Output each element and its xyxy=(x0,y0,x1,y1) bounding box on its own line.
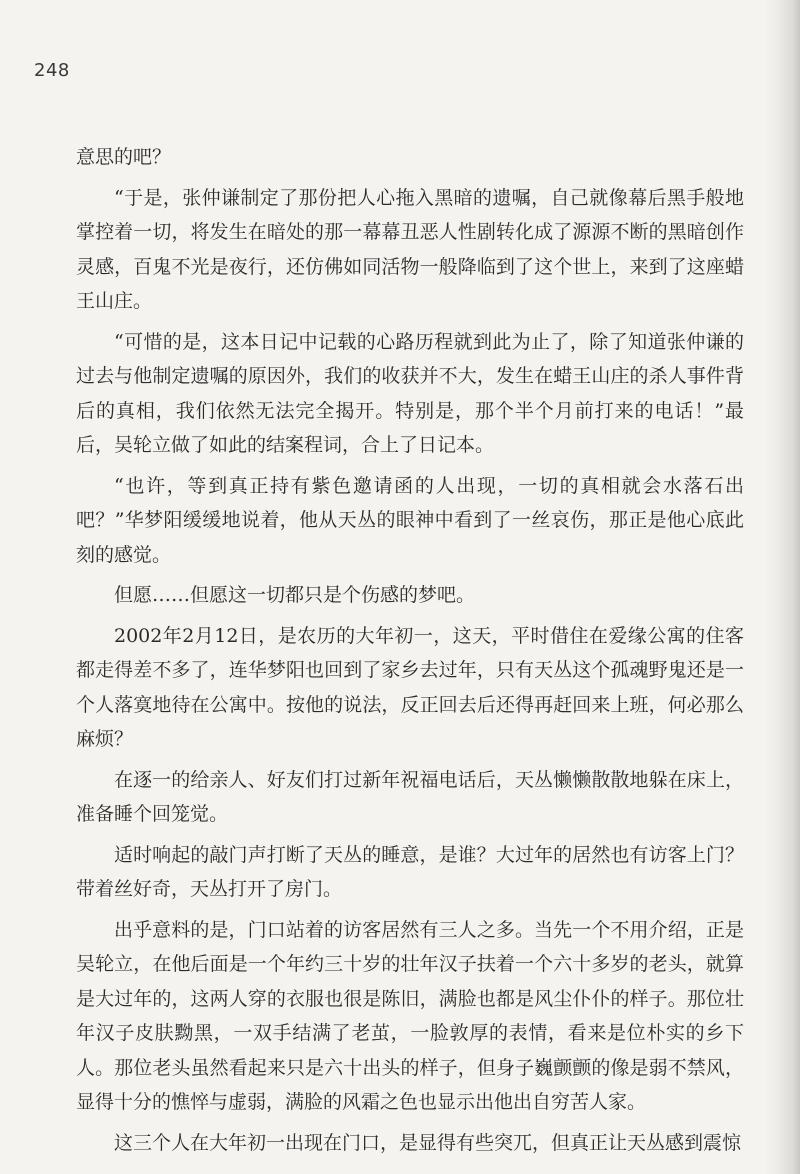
page-number: 248 xyxy=(34,60,70,81)
spine-shadow xyxy=(764,0,800,1174)
paragraph: 意思的吧？ xyxy=(76,146,172,168)
paragraph: “也许，等到真正持有紫色邀请函的人出现，一切的真相就会水落石出吧？”华梦阳缓缓地说着，他从天丛的眼神中看到了一丝哀伤，那正是他心底此刻的感觉。 xyxy=(76,474,744,566)
paragraph: 出乎意料的是，门口站着的访客居然有三人之多。当先一个不用介绍，正是吴轮立，在他后面是一个年约三十岁的壮年汉子扶着一个六十多岁的老头，就算是大过年的，这两人穿的衣服也很是陈旧，满脸也都是风尘仆仆的样子。那位壮年汉子皮肤黝黑，一双手结满了老茧，一脸敦厚的表情，看来是位朴实的乡下人。那位老头虽然看起来只是六十出头的样子，但身子巍颤颤的像是弱不禁风，显得十分的憔悴与虚弱，满脸的风霜之色也显示出他出自穷苦人家。 xyxy=(76,918,744,1113)
paragraph: 这三个人在大年初一出现在门口，是显得有些突兀，但真正让天丛感到震惊 xyxy=(114,1131,742,1154)
paragraph: “于是，张仲谦制定了那份把人心拖入黑暗的遗嘱，自己就像幕后黑手般地掌控着一切，将发生在暗处的那一幕幕丑恶人性剧转化成了源源不断的黑暗创作灵感，百鬼不光是夜行，还仿佛如同活物一般降临到了这个世上，来到了这座蜡王山庄。 xyxy=(76,186,744,312)
paragraph: “可惜的是，这本日记中记载的心路历程就到此为止了，除了知道张仲谦的过去与他制定遗嘱的原因外，我们的收获并不大，发生在蜡王山庄的杀人事件背后的真相，我们依然无法完全揭开。特别是，那个半个月前打来的电话！”最后，吴轮立做了如此的结案程词，合上了日记本。 xyxy=(76,330,744,456)
paragraph: 2002年2月12日，是农历的大年初一，这天，平时借住在爱缘公寓的住客都走得差不多了，连华梦阳也回到了家乡去过年，只有天丛这个孤魂野鬼还是一个人落寞地待在公寓中。按他的说法，反正回去后还得再赶回来上班，何必那么麻烦？ xyxy=(76,624,744,750)
paragraph: 适时响起的敲门声打断了天丛的睡意，是谁？大过年的居然也有访客上门？带着丝好奇，天丛打开了房门。 xyxy=(76,843,744,900)
paragraph: 在逐一的给亲人、好友们打过新年祝福电话后，天丛懒懒散散地躲在床上，准备睡个回笼觉。 xyxy=(76,768,744,825)
body-text xyxy=(76,140,744,1166)
paragraph: 但愿……但愿这一切都只是个伤感的梦吧。 xyxy=(114,584,476,606)
